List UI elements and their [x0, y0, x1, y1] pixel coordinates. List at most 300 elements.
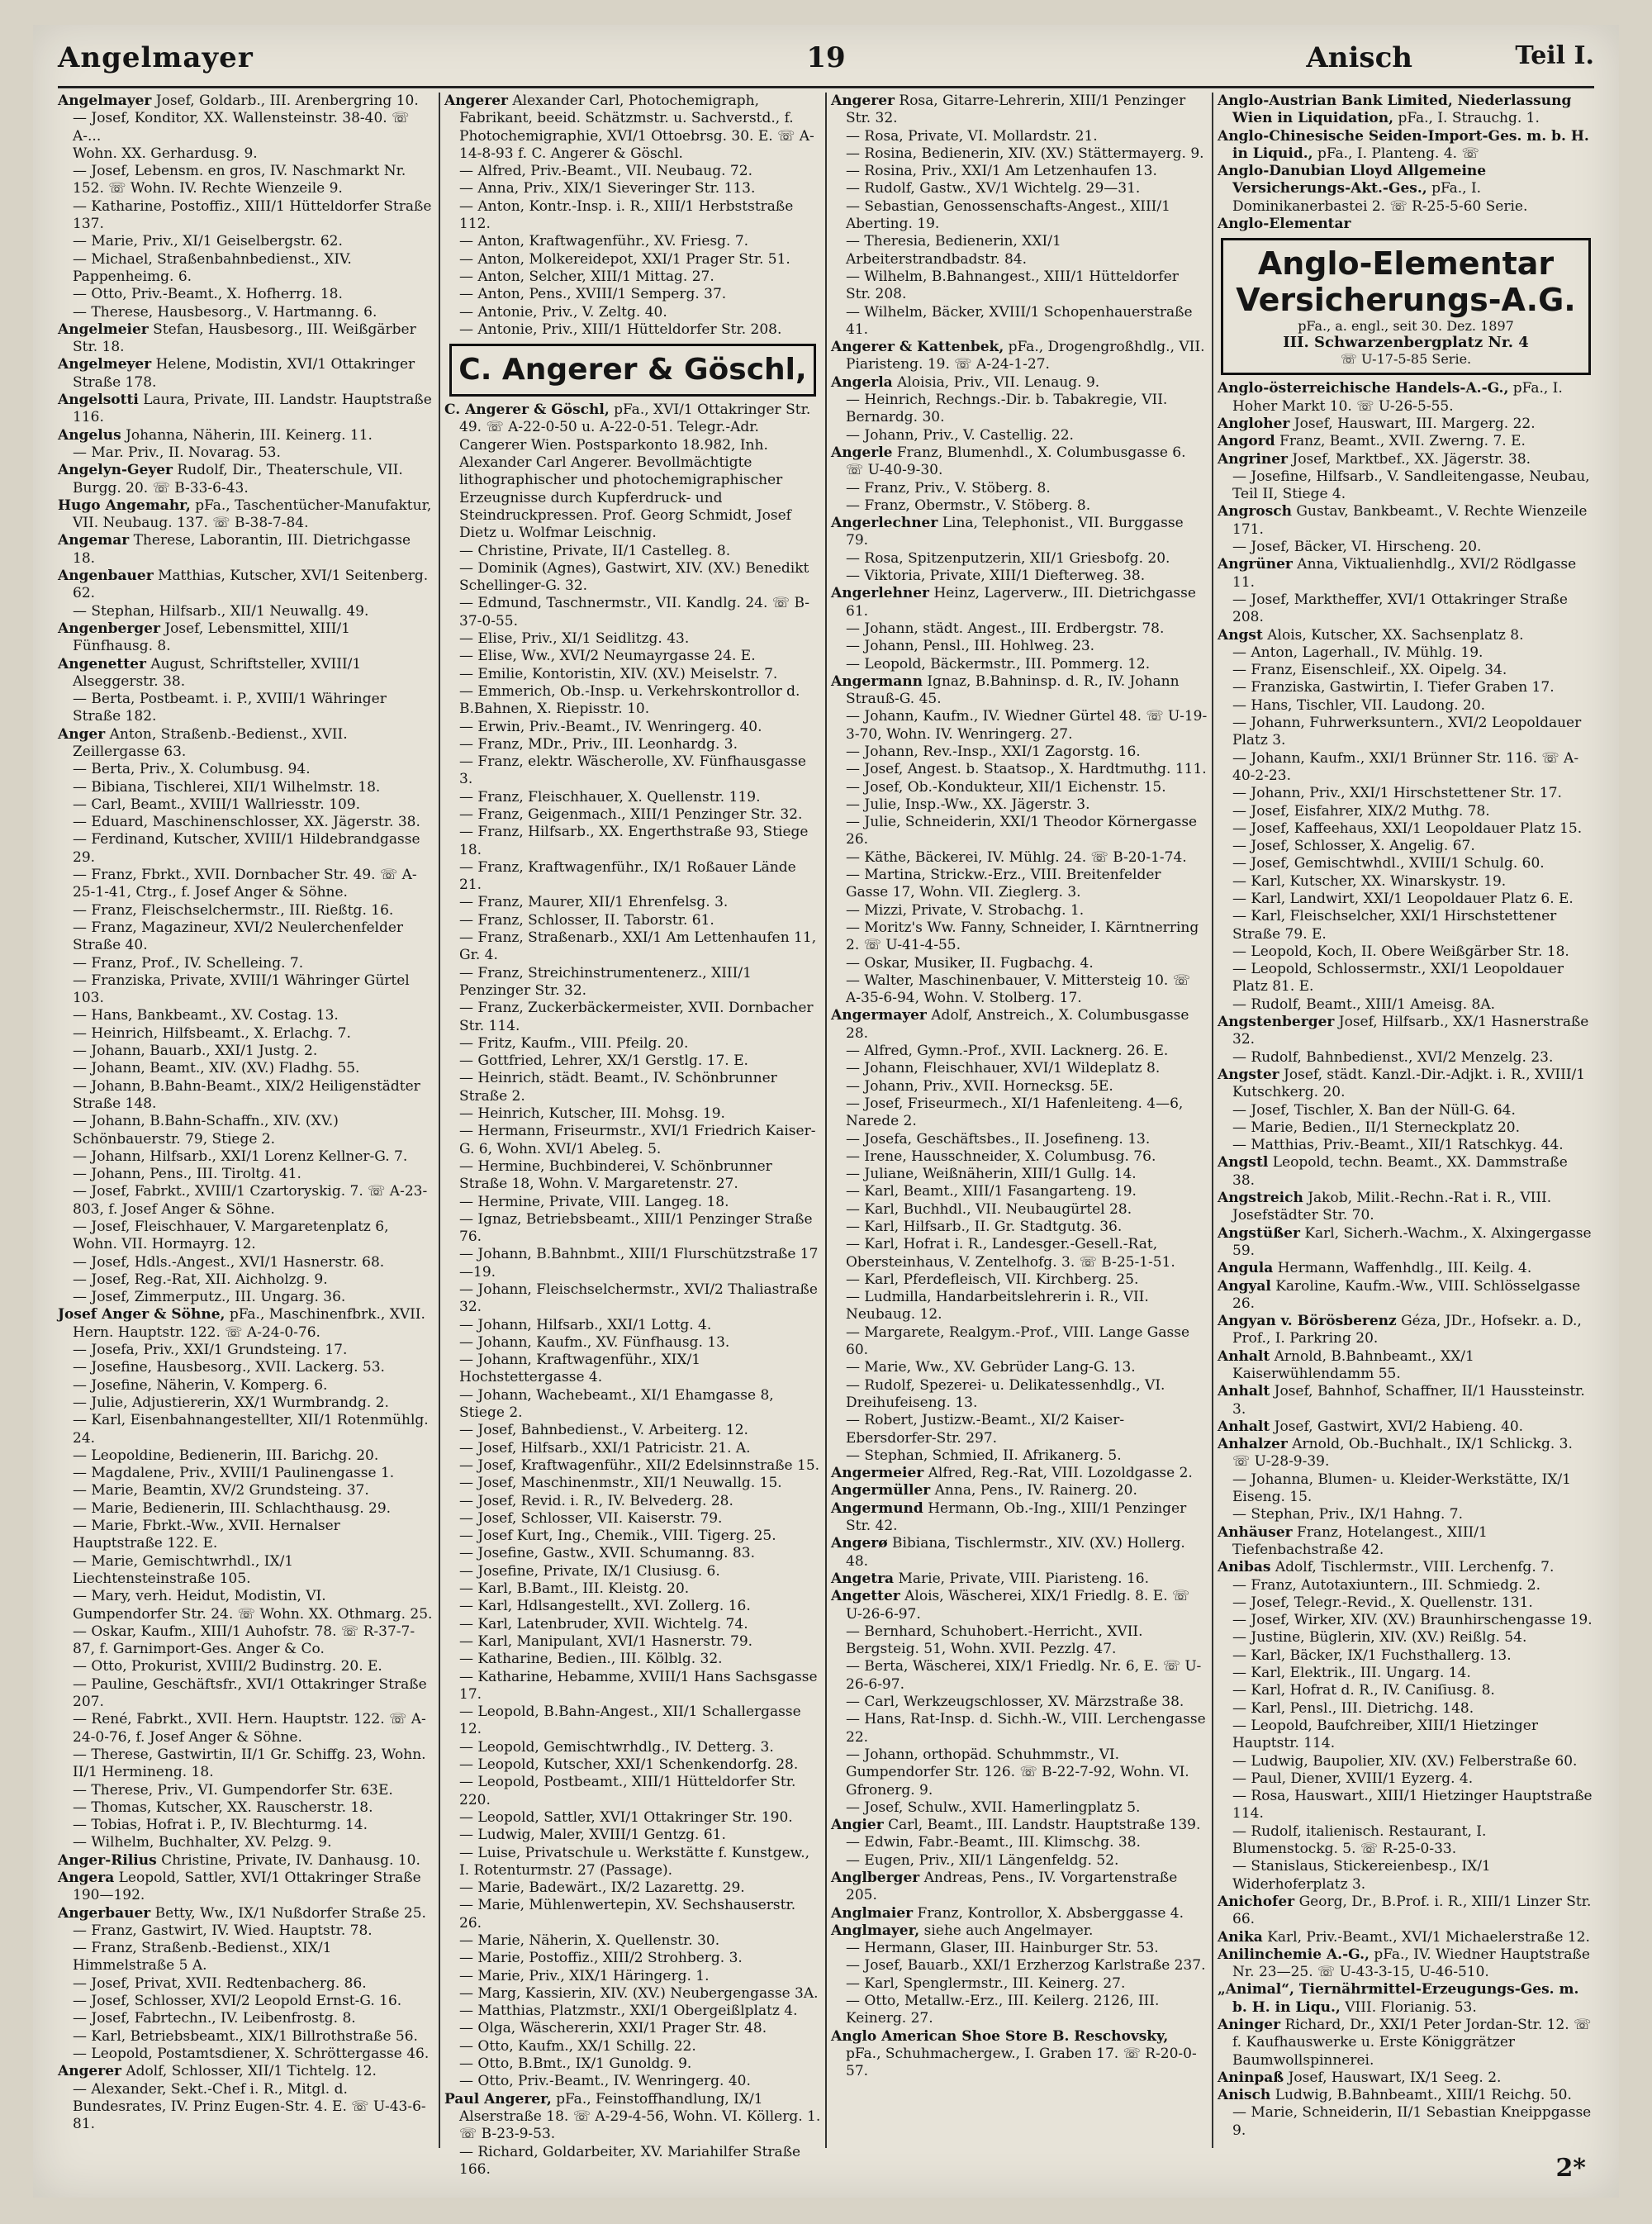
directory-entry [1218, 803, 1594, 820]
entry-text: — Leopold, Koch, II. Obere Weißgärber Str. 18. [1232, 943, 1569, 960]
entry-text: — Rosa, Hauswart., XIII/1 Hietzinger Hauptstraße 114. [1232, 1788, 1593, 1822]
directory-entry [444, 1968, 821, 1985]
directory-entry [444, 648, 821, 665]
entry-text: Richard, Dr., XXI/1 Peter Jordan-Str. 12. ☏ f. Kaufhauswerke u. Erste Königgrätzer Baumwollspinnerei. [1232, 2016, 1592, 2069]
entry-text: — Marie, Bedien., II/1 Sterneckplatz 20. [1232, 1119, 1521, 1136]
entry-text: — Karl, Hofrat d. R., IV. Caniſiusg. 8. [1232, 1682, 1495, 1699]
entry-text: — Karl, Latenbruder, XVII. Wichtelg. 74. [459, 1615, 748, 1632]
entry-headword: Angenbauer [58, 568, 154, 585]
entry-text: Aloisia, Priv., VII. Lenaug. 9. [897, 373, 1100, 391]
entry-text: — Mary, verh. Heidut, Modistin, VI. Gumpendorfer Str. 24. ☏ Wohn. XX. Othmarg. 25. [73, 1588, 433, 1623]
entry-headword: Josef Anger & Söhne, [58, 1306, 225, 1323]
ad-address: III. Schwarzenbergplatz Nr. 4 [1283, 334, 1529, 352]
entry-headword: Aninger [1218, 2016, 1281, 2033]
entry-text: Betty, Ww., IX/1 Nußdorfer Straße 25. [154, 1904, 426, 1922]
entry-text: — Johann, Pensl., III. Hohlweg. 23. [846, 638, 1095, 655]
entry-text: — Theresia, Bedienerin, XXI/1 Arbeiterstrandbadstr. 84. [846, 233, 1061, 268]
directory-entry [831, 972, 1208, 1008]
column-divider [1212, 93, 1213, 2148]
entry-text: — Leopold, Bäckermstr., III. Pommerg. 12. [846, 655, 1151, 672]
directory-entry [444, 789, 821, 806]
entry-text: — Julie, Adjustiererin, XX/1 Wurmbrandg. 2. [73, 1394, 389, 1411]
entry-text: pFa., Taschentücher-Manufaktur, VII. Neubaug. 137. ☏ B-38-7-84. [73, 497, 432, 532]
entry-headword: Angstreich [1218, 1190, 1303, 1207]
directory-entry [444, 1739, 821, 1756]
entry-text: — Johann, Fuhrwerksuntern., XVI/2 Leopoldauer Platz 3. [1232, 715, 1582, 749]
entry-text: — Carl, Beamt., XVIII/1 Wallriesstr. 109. [73, 796, 361, 813]
entry-text: — Leopold, Baufchreiber, XIII/1 Hietzinger Hauptstr. 114. [1232, 1717, 1538, 1752]
entry-text: — Karl, Pensl., III. Dietrichg. 148. [1232, 1699, 1474, 1717]
directory-entry [1218, 1682, 1594, 1699]
directory-entry [831, 1078, 1208, 1095]
entry-text: — Josef, Eisfahrer, XIX/2 Muthg. 78. [1232, 802, 1490, 820]
entry-text: — Antonie, Priv., XIII/1 Hütteldorfer Str. 208. [459, 321, 782, 338]
entry-headword: Anhalt [1218, 1418, 1270, 1435]
directory-entry [831, 550, 1208, 568]
entry-text: — Franz, Prof., IV. Schelleing. 7. [73, 954, 304, 972]
directory-entry [831, 480, 1208, 497]
directory-entry [1218, 416, 1594, 433]
entry-text: — Rudolf, italienisch. Restaurant, I. Blumenstockg. 5. ☏ R-25-0-33. [1232, 1822, 1487, 1858]
directory-entry [831, 1623, 1208, 1659]
entry-headword: Angelus [58, 426, 121, 444]
entry-text: — Richard, Goldarbeiter, XV. Mariahilfer Straße 166. [459, 2143, 801, 2178]
entry-headword: Angelmeyer [58, 356, 152, 373]
directory-entry [1218, 433, 1594, 450]
entry-headword: Anhalzer [1218, 1436, 1288, 1453]
directory-entry [58, 304, 434, 321]
directory-entry [1218, 908, 1594, 943]
directory-entry [831, 1095, 1208, 1131]
directory-entry [444, 1528, 821, 1545]
directory-entry [444, 543, 821, 560]
column-divider [439, 93, 440, 2148]
entry-text: — Josef, Kraftwagenführ., XII/2 Edelsinnstraße 15. [459, 1457, 820, 1474]
directory-entry [58, 1412, 434, 1447]
entry-text: — Emilie, Kontoristin, XIV. (XV.) Meiselstr. 7. [459, 665, 778, 682]
directory-entry [831, 1500, 1208, 1536]
directory-entry [1218, 644, 1594, 662]
directory-entry [1218, 1049, 1594, 1067]
directory-entry [444, 268, 821, 286]
directory-entry [58, 145, 434, 163]
entry-text: Josef, städt. Kanzl.-Dir.-Adjkt. i. R., XVIII/1 Kutschkerg. 20. [1232, 1066, 1586, 1101]
directory-entry [1218, 1067, 1594, 1102]
entry-text: — Josef, Friseurmech., XI/1 Hafenleiteng. 4—6, Narede 2. [846, 1095, 1184, 1130]
directory-entry [58, 1289, 434, 1306]
entry-text: — Josef, Maschinenmstr., XII/1 Neuwallg. 15. [459, 1475, 782, 1492]
directory-entry [1218, 468, 1594, 504]
entry-headword: Angelmayer [58, 93, 152, 109]
entry-text: — Johann, Pens., III. Tiroltg. 41. [73, 1166, 301, 1183]
entry-text: Laura, Private, III. Landstr. Hauptstraße 116. [73, 392, 432, 426]
entry-headword: C. Angerer & Göschl, [444, 402, 610, 419]
directory-entry [831, 920, 1208, 955]
directory-entry [1218, 1753, 1594, 1770]
entry-text: Leopold, Sattler, XVI/1 Ottakringer Straße 190—192. [73, 1869, 421, 1904]
entry-headword: Angerer [444, 93, 508, 109]
directory-entry [1218, 1577, 1594, 1594]
entry-text: — Otto, B.Bmt., IX/1 Gunoldg. 9. [459, 2055, 692, 2073]
entry-headword: Angermann [831, 672, 923, 690]
entry-text: — Heinrich, Kutscher, III. Mohsg. 19. [459, 1105, 725, 1123]
header-last-entry: Anisch [1306, 41, 1412, 74]
directory-entry [1218, 1981, 1594, 2017]
directory-entry [831, 1588, 1208, 1623]
directory-entry [831, 392, 1208, 427]
directory-entry [831, 1201, 1208, 1219]
directory-entry [831, 180, 1208, 197]
directory-entry [1218, 1383, 1594, 1419]
entry-headword: Angstl [1218, 1154, 1269, 1171]
directory-entry [444, 894, 821, 911]
directory-entry [831, 304, 1208, 340]
entry-text: — Katharine, Bedien., III. Kölblg. 32. [459, 1651, 723, 1668]
entry-text: — Therese, Priv., VI. Gumpendorfer Str. 63E. [73, 1781, 393, 1799]
entry-text: — Alexander, Sekt.-Chef i. R., Mitgl. d. Bundesrates, IV. Prinz Eugen-Str. 4. E. ☏ U-43-6-81. [73, 2080, 426, 2133]
entry-text: — Johann, Rev.-Insp., XXI/1 Zagorstg. 16. [846, 743, 1141, 760]
entry-text: — Julie, Insp.-Ww., XX. Jägerstr. 3. [846, 796, 1090, 813]
directory-entry [58, 1447, 434, 1465]
entry-headword: Angloher [1218, 415, 1290, 432]
entry-text: — Karl, Hdlsangestellt., XVI. Zollerg. 16. [459, 1598, 751, 1615]
directory-entry [831, 1131, 1208, 1148]
directory-entry [58, 1306, 434, 1342]
entry-text: — Leopold, Schlossermstr., XXI/1 Leopoldauer Platz 81. E. [1232, 961, 1564, 996]
directory-entry [444, 1352, 821, 1387]
entry-text: Stefan, Hausbesorg., III. Weißgärber Str. 18. [73, 321, 416, 356]
entry-text: Adolf, Schlosser, XII/1 Tichtelg. 12. [126, 2063, 377, 2080]
entry-text: — Karl, Hilfsarb., II. Gr. Stadtgutg. 36. [846, 1219, 1123, 1235]
entry-text: — Berta, Postbeamt. i. P., XVIII/1 Währinger Straße 182. [73, 691, 387, 725]
directory-entry [831, 339, 1208, 374]
entry-text: — Josefine, Näherin, V. Komperg. 6. [73, 1376, 328, 1394]
directory-entry [831, 198, 1208, 234]
directory-entry [58, 462, 434, 497]
directory-entry [831, 515, 1208, 550]
directory-entry [444, 1950, 821, 1967]
directory-entry [831, 1289, 1208, 1324]
directory-entry [831, 814, 1208, 849]
directory-entry [444, 595, 821, 630]
directory-entry [58, 163, 434, 198]
entry-headword: Angriner [1218, 450, 1288, 468]
directory-entry [1218, 1524, 1594, 1560]
directory-entry [58, 1113, 434, 1148]
entry-headword: Angemar [58, 532, 130, 549]
entry-text: — Tobias, Hofrat i. P., IV. Blechturmg. 14. [73, 1817, 368, 1834]
entry-text: — Ludwig, Baupolier, XIV. (XV.) Felberstraße 60. [1232, 1752, 1578, 1770]
directory-entry [1218, 1823, 1594, 1859]
entry-text: — Josef Kurt, Ing., Chemik., VIII. Tigerg. 25. [459, 1528, 776, 1545]
entry-text: — Rosa, Spitzenputzerin, XII/1 Griesbofg. 20. [846, 549, 1170, 567]
directory-entry [444, 560, 821, 596]
entry-text: — Oskar, Musiker, II. Fugbachg. 4. [846, 954, 1094, 972]
entry-text: — Leopold, Kutscher, XXI/1 Schenkendorfg. 28. [459, 1756, 799, 1774]
entry-text: Géza, JDr., Hofsekr. a. D., Prof., I. Parkring 20. [1232, 1313, 1582, 1347]
entry-headword: Anika [1218, 1928, 1263, 1946]
entry-text: — Otto, Metallw.-Erz., III. Keilerg. 2126, III. Keinerg. 27. [846, 1993, 1160, 2027]
entry-text: — Josef, Revid. i. R., IV. Belvederg. 28. [459, 1492, 733, 1509]
directory-entry [58, 1482, 434, 1499]
directory-entry [1218, 1119, 1594, 1137]
entry-text: Helene, Modistin, XVI/1 Ottakringer Straße 178. [73, 356, 415, 391]
directory-entry [58, 286, 434, 303]
entry-text: Josef, Lebensmittel, XIII/1 Fünfhausg. 8. [73, 620, 350, 655]
entry-text: — Ignaz, Betriebsbeamt., XIII/1 Penzinger Straße 76. [459, 1210, 813, 1246]
directory-entry [444, 304, 821, 321]
directory-entry [58, 1834, 434, 1851]
entry-text: siehe auch Angelmayer. [923, 1922, 1094, 1939]
directory-entry [58, 2081, 434, 2134]
entry-headword: Anglberger [831, 1869, 920, 1886]
directory-entry [444, 965, 821, 1000]
directory-entry [58, 233, 434, 250]
directory-entry [58, 1148, 434, 1166]
directory-entry [58, 1342, 434, 1359]
entry-text: — Margarete, Realgym.-Prof., VIII. Lange Gasse 60. [846, 1323, 1190, 1359]
directory-entry [58, 1183, 434, 1219]
entry-text: — Hermann, Friseurmstr., XVI/1 Friedrich Kaiser-G. 6, Wohn. XVI/1 Abeleg. 5. [459, 1123, 816, 1157]
directory-entry [58, 321, 434, 357]
directory-entry [444, 2038, 821, 2055]
directory-entry [831, 1571, 1208, 1588]
directory-entry [444, 719, 821, 736]
entry-text: — Ludmilla, Handarbeitslehrerin i. R., VII. Neubaug. 12. [846, 1289, 1149, 1323]
directory-entry [1218, 1225, 1594, 1261]
directory-entry [58, 1905, 434, 1922]
directory-entry [831, 1412, 1208, 1447]
entry-text: — Leopold, Gemischtwrhdlg., IV. Detterg. 3. [459, 1738, 774, 1756]
entry-text: — Franz, Zuckerbäckermeister, XVII. Dornbacher Str. 114. [459, 1000, 814, 1034]
entry-text: — Franz, MDr., Priv., III. Leonhardg. 3. [459, 735, 738, 753]
entry-headword: Anhalt [1218, 1383, 1270, 1400]
entry-text: — Marie, Gemischtwrhdl., IX/1 Liechtensteinstraße 105. [73, 1552, 294, 1587]
entry-text: pFa., Schuhmachergew., I. Graben 17. ☏ R-20-0-57. [846, 2045, 1197, 2080]
directory-entry [1218, 820, 1594, 838]
directory-entry [1218, 1665, 1594, 1682]
directory-entry [58, 726, 434, 762]
entry-text: Rudolf, Dir., Theaterschule, VII. Burgg. 20. ☏ B-33-6-43. [73, 462, 403, 497]
directory-entry [58, 1254, 434, 1271]
directory-entry [444, 2144, 821, 2179]
entry-headword: Anglo American Shoe Store B. Reschovsky, [831, 2027, 1169, 2045]
entry-text: — Josef, Reg.-Rat, XII. Aichholzg. 9. [73, 1271, 328, 1288]
entry-headword: Angermüller [831, 1482, 931, 1499]
entry-text: — Marie, Badewärt., IX/2 Lazarettg. 29. [459, 1879, 745, 1897]
directory-entry [444, 1774, 821, 1809]
entry-text: — Franz, Straßenarb., XXI/1 Am Lettenhaufen 11, Gr. 4. [459, 929, 817, 964]
directory-entry [1218, 1594, 1594, 1612]
entry-text: Jakob, Milit.-Rechn.-Rat i. R., VIII. Josefstädter Str. 70. [1232, 1190, 1552, 1224]
entry-headword: Angenberger [58, 620, 160, 637]
directory-entry [58, 1799, 434, 1817]
column-1 [58, 93, 434, 2148]
entry-text: Arnold, Ob.-Buchhalt., IX/1 Schlickg. 3. ☏ U-28-9-39. [1232, 1436, 1573, 1471]
directory-entry [444, 1563, 821, 1580]
entry-text: — Josef, Lebensm. en gros, IV. Naschmarkt Nr. 152. ☏ Wohn. IV. Rechte Wienzeile 9. [73, 163, 406, 197]
ad-subtitle: pFa., a. engl., seit 30. Dez. 1897 [1298, 318, 1514, 335]
directory-entry [58, 831, 434, 867]
entry-text: — Wilhelm, Bäcker, XVIII/1 Schopenhauerstraße 41. [846, 303, 1193, 338]
entry-headword: Angstenberger [1218, 1014, 1335, 1031]
entry-text: — Johanna, Blumen- u. Kleider-Werkstätte, IX/1 Eiseng. 15. [1232, 1471, 1571, 1506]
entry-text: pFa., I. Dominikanerbastei 2. ☏ R-25-5-60 Serie. [1232, 180, 1528, 215]
entry-text: — Justine, Büglerin, XIV. (XV.) Reißlg. 54. [1232, 1629, 1527, 1647]
entry-text: — Josefine, Hilfsarb., V. Sandleitengasse, Neubau, Teil II, Stiege 4. [1232, 468, 1590, 503]
directory-entry [444, 1000, 821, 1035]
entry-headword: Anglmayer, [831, 1922, 920, 1939]
directory-entry [58, 656, 434, 691]
entry-text: — Franz, Fleischselchermstr., III. Rießtg. 16. [73, 901, 394, 919]
entry-text: — Franz, Priv., V. Stöberg. 8. [846, 479, 1051, 497]
entry-headword: Angyal [1218, 1277, 1271, 1295]
entry-text: Franz, Kontrollor, X. Absberggasse 4. [917, 1904, 1184, 1922]
entry-text: pFa., Feinstoffhandlung, IX/1 Alserstraße 18. ☏ A-29-4-56, Wohn. VI. Köllerg. 1. ☏ B-23-9-53. [459, 2090, 821, 2143]
entry-text: — Johann, Bauarb., XXI/1 Justg. 2. [73, 1043, 318, 1060]
directory-entry [444, 321, 821, 339]
entry-text: — Josef, Konditor, XX. Wallensteinstr. 38-40. ☏ A-... [73, 110, 410, 145]
directory-entry [1218, 961, 1594, 996]
directory-entry [444, 683, 821, 719]
directory-entry [58, 2010, 434, 2027]
directory-entry [831, 902, 1208, 920]
entry-text: — Eugen, Priv., XII/1 Längenfeldg. 52. [846, 1851, 1119, 1869]
entry-text: — Edmund, Taschnermstr., VII. Kandlg. 24. ☏ B-37-0-55. [459, 595, 809, 630]
entry-text: — Katharine, Hebamme, XVIII/1 Hans Sachsgasse 17. [459, 1668, 818, 1703]
directory-entry [58, 532, 434, 568]
entry-text: Leopold, techn. Beamt., XX. Dammstraße 38. [1232, 1154, 1568, 1189]
entry-headword: Anhalt [1218, 1347, 1270, 1365]
entry-text: Gustav, Bankbeamt., V. Rechte Wienzeile 171. [1232, 503, 1588, 538]
directory-entry [444, 1932, 821, 1950]
directory-entry [58, 356, 434, 392]
directory-entry [831, 1324, 1208, 1360]
directory-entry [58, 1219, 434, 1254]
entry-text: — Marie, Schneiderin, II/1 Sebastian Kneippgasse 9. [1232, 2104, 1592, 2139]
entry-headword: Anglo-Danubian Lloyd Allgemeine Versicherungs-Akt.-Ges., [1218, 163, 1487, 197]
directory-entry [1218, 697, 1594, 715]
directory-entry [58, 796, 434, 814]
entry-text: — Josef, Fabrkt., XVIII/1 Czartoryskig. 7. ☏ A-23-803, f. Josef Anger & Söhne. [73, 1183, 428, 1218]
directory-entry [58, 1166, 434, 1183]
entry-headword: Angrüner [1218, 556, 1293, 573]
entry-text: — Johann, B.Bahnbmt., XIII/1 Flurschützstraße 17—19. [459, 1246, 819, 1281]
columns [58, 93, 1594, 2178]
entry-text: — Johann, Kraftwagenführ., XIX/1 Hochstettergasse 4. [459, 1352, 701, 1386]
entry-text: — Franz, Eisenschleif., XX. Oipelg. 34. [1232, 662, 1507, 679]
entry-text: — Marie, Mühlenwerteрin, XV. Sechshauserstr. 26. [459, 1897, 796, 1932]
directory-entry [1218, 1419, 1594, 1436]
directory-entry [444, 1334, 821, 1352]
directory-entry [58, 392, 434, 427]
entry-text: — Josef, Schlosser, X. Angelig. 67. [1232, 838, 1475, 855]
directory-entry [444, 1035, 821, 1053]
entry-text: — Johann, Fleischselchermstr., XVI/2 Thaliastraße 32. [459, 1281, 818, 1316]
entry-text: — Josef, Schulw., XVII. Hamerlingplatz 5. [846, 1799, 1141, 1816]
directory-entry [831, 2028, 1208, 2081]
directory-entry [1218, 451, 1594, 468]
directory-entry [831, 744, 1208, 761]
entry-text: — Hans, Rat-Insp. d. Sichh.-W., VIII. Lerchengasse 22. [846, 1711, 1206, 1746]
entry-text: — Josef, Fleischhauer, V. Margaretenplatz 6, Wohn. VII. Hormayrg. 12. [73, 1219, 389, 1253]
entry-text: — Sebastian, Genossenschafts-Angest., XIII/1 Aberting. 19. [846, 197, 1170, 233]
directory-entry [831, 1993, 1208, 2028]
entry-text: — Josef, Hilfsarb., XXI/1 Patricistr. 21. A. [459, 1439, 751, 1457]
directory-entry [831, 1905, 1208, 1922]
directory-entry [444, 1387, 821, 1423]
directory-entry [444, 1897, 821, 1932]
entry-text: — Marie, Postoffiz., XIII/2 Strohberg. 3. [459, 1950, 743, 1967]
directory-entry [58, 1060, 434, 1077]
directory-entry [444, 2003, 821, 2020]
directory-entry [1218, 2087, 1594, 2104]
column-2 [444, 93, 821, 2178]
directory-entry [831, 1870, 1208, 1905]
entry-text: Georg, Dr., B.Prof. i. R., XIII/1 Linzer Str. 66. [1232, 1893, 1592, 1928]
directory-entry [831, 620, 1208, 638]
entry-headword: Angetra [831, 1570, 895, 1587]
directory-entry [444, 2055, 821, 2073]
entry-text: VIII. Florianig. 53. [1345, 1998, 1477, 2016]
directory-entry [58, 1676, 434, 1712]
entry-text: — Josef, Gemischtwhdl., XVIII/1 Schulg. 60. [1232, 855, 1545, 872]
entry-text: Andreas, Pens., IV. Vorgartenstraße 205. [846, 1869, 1178, 1904]
entry-text: Josef, Hilfsarb., XX/1 Hasnerstraße 32. [1232, 1014, 1589, 1048]
entry-text: — Josef, Telegr.-Revid., X. Quellenstr. 131. [1232, 1594, 1533, 1611]
entry-text: — Christine, Private, II/1 Castelleg. 8. [459, 542, 731, 559]
directory-entry [444, 912, 821, 929]
entry-text: — Johann, Beamt., XIV. (XV.) Fladhg. 55. [73, 1060, 360, 1077]
directory-entry [58, 1007, 434, 1024]
entry-text: Josef, Hauswart, III. Margerg. 22. [1294, 415, 1536, 432]
entry-text: Josef, Goldarb., III. Arenbergring 10. [155, 93, 419, 109]
entry-text: — Moritz's Ww. Fanny, Schneider, I. Kärntnerring 2. ☏ U-41-4-55. [846, 919, 1199, 954]
entry-text: Franz, Blumenhdl., X. Columbusgasse 6. ☏ U-40-9-30. [846, 444, 1186, 479]
directory-entry [831, 427, 1208, 444]
entry-text: — Franz, Fleischhauer, X. Quellenstr. 119. [459, 788, 761, 805]
directory-entry [444, 1194, 821, 1211]
entry-text: — Katharine, Postoffiz., XIII/1 Hütteldorfer Straße 137. [73, 197, 432, 233]
entry-text: — Erwin, Priv.-Beamt., IV. Wenringerg. 40. [459, 718, 762, 735]
entry-headword: Angera [58, 1869, 115, 1886]
directory-entry [831, 796, 1208, 814]
entry-headword: Anisch [1218, 2087, 1271, 2104]
directory-entry [444, 806, 821, 824]
entry-text: — Martina, Strickw.-Erz., VIII. Breitenfelder Gasse 17, Wohn. VII. Zieglerg. 3. [846, 867, 1161, 901]
directory-entry [1218, 627, 1594, 644]
directory-entry [831, 1007, 1208, 1043]
directory-entry [1218, 1612, 1594, 1629]
directory-entry [444, 1598, 821, 1615]
column-4-bottom [1218, 380, 1594, 2140]
entry-text: pFa., Maschinenfbrk., XVII. Hern. Hauptstr. 122. ☏ A-24-0-76. [73, 1306, 425, 1341]
directory-entry [1218, 1154, 1594, 1190]
directory-entry [444, 233, 821, 250]
entry-headword: Anichofer [1218, 1893, 1295, 1910]
directory-entry [58, 1271, 434, 1289]
entry-text: — Karl, Eisenbahnangestellter, XII/1 Rotenmühlg. 24. [73, 1412, 429, 1447]
entry-text: — Bibiana, Tischlerei, XII/1 Wilhelmstr. 18. [73, 778, 381, 796]
entry-text: pFa., XVI/1 Ottakringer Str. 49. ☏ A-22-0-50 u. A-22-0-51. Telegr.-Adr. Cangerer Wien. Postsparkonto 18.982, Inh. Alexander Carl Angerer. Bevollmächtigte lithographischer und photochemigraphischer Erzeugnisse durch Kupferdruck- und Steindruckpressen. Prof. Georg Schmidt, Josef Dietz u. Wolfmar Leischnig. [459, 402, 811, 542]
directory-entry [831, 1940, 1208, 1957]
entry-text: — Otto, Prokurist, XVIII/2 Budinstrg. 20. E. [73, 1658, 382, 1675]
directory-entry [444, 1440, 821, 1457]
entry-text: Rosa, Gitarre-Lehrerin, XIII/1 Penzinger Str. 32. [846, 93, 1186, 127]
entry-headword: Anglo-Chinesische Seiden-Import-Ges. m. b. H. in Liquid., [1218, 127, 1589, 162]
directory-entry [444, 2073, 821, 2090]
entry-headword: Aninpaß [1218, 2069, 1284, 2086]
